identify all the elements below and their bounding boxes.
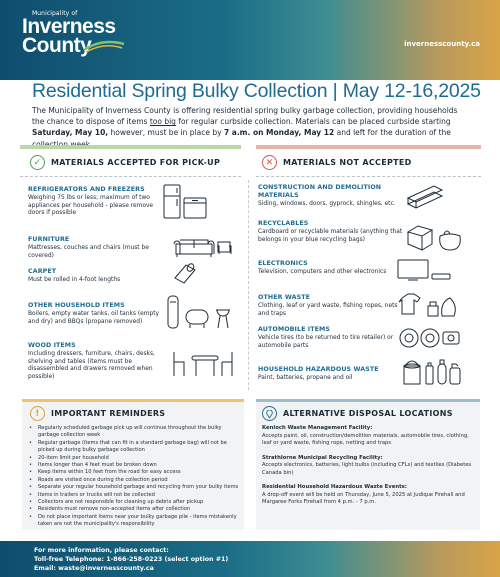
tv-icon — [396, 258, 452, 282]
footer-email[interactable]: Email: waste@invernesscounty.ca — [34, 565, 154, 572]
not-accepted-item-recyclables: RECYCLABLES Cardboard or recyclable materials (anything that belongs in your blue recycling bags) — [258, 220, 403, 243]
fridge-icon — [160, 184, 210, 220]
intro-paragraph: The Municipality of Inverness County is offering residential spring bulky garbage collection, providing households the chance to dispose of items too big for regular curbside collection. Materials can be placed curbside starting Saturday, May 10, however, must be in place by 7 a.m. on Monday, May 12 and left for the duration of the — [32, 106, 458, 138]
footer-contact-heading: For more information, please contact: — [34, 547, 169, 554]
reminder-item: • Collectors are not responsible for cleaning up debris after pickup — [24, 499, 240, 506]
tires-icon — [398, 326, 462, 350]
alt-location-kenloch: Kenloch Waste Management Facility: Accepts paint, oil, construction/demolition materials, automobile tires, clothing, leaf or yard waste, fishing rope, netting and traps — [262, 425, 469, 446]
reminder-item: • Residents must remove non-accepted items after collection — [24, 506, 240, 513]
municipality-logo[interactable] — [22, 10, 116, 55]
lumber-icon — [406, 184, 446, 212]
alternative-heading: ALTERNATIVE DISPOSAL LOCATIONS — [262, 406, 453, 421]
accepted-item-household: OTHER HOUSEHOLD ITEMS Boilers, empty water tanks, oil tanks (empty and dry) and BBQs (propane removed) — [28, 302, 160, 325]
checkmark-icon: ✓ — [30, 155, 45, 170]
reminder-item: • Do not place important items near your bulky garbage pile - items mistakenly taken are not the municipality's responsibility — [24, 514, 240, 529]
footer-phone[interactable]: Toll-free Telephone: 1-866-258-0223 (select option #1) — [34, 556, 229, 563]
reminder-item: • Regularly scheduled garbage pick up will continue throughout the bulky garbage collection week — [24, 425, 240, 440]
reminder-item: • Keep items within 10 feet from the road for easy access — [24, 469, 240, 476]
accepted-item-carpet: CARPET Must be rolled in 4-foot lengths — [28, 268, 121, 283]
not-accepted-divider — [256, 176, 481, 177]
website-link[interactable]: invernesscounty.ca — [404, 40, 480, 48]
alternative-locations — [262, 425, 474, 507]
not-accepted-item-hazardous: HOUSEHOLD HAZARDOUS WASTE Paint, batteries, propane and oil — [258, 366, 379, 381]
logo-line-1: Inverness — [22, 15, 116, 38]
logo-swoosh-icon — [82, 40, 126, 54]
not-accepted-item-construction: CONSTRUCTION AND DEMOLITION MATERIALS Siding, windows, doors, gyprock, shingles, etc. — [258, 184, 396, 207]
accepted-divider — [20, 176, 241, 177]
table-icon — [170, 348, 236, 378]
reminders-heading: ! IMPORTANT REMINDERS — [30, 406, 165, 421]
alt-location-hazardous-events: Residential Household Hazardous Waste Events: A drop-off event will be held on Thursday, June 5, 2025 at Judique Firehall and Margaree Forks Firehall from 4 p.m. - 7 p.m. — [262, 484, 465, 505]
reminder-item: • 20-item limit per household — [24, 455, 240, 462]
exclamation-icon: ! — [30, 406, 45, 421]
clothing-icon — [396, 292, 460, 318]
accepted-item-wood: WOOD ITEMS Including dressers, furniture, chairs, desks, shelving and tables (items must be disassembled and drawers removed when possible) — [28, 342, 155, 380]
not-accepted-heading: ✕ MATERIALS NOT ACCEPTED — [262, 155, 412, 170]
not-accepted-item-electronics: ELECTRONICS Television, computers and other electronics — [258, 260, 387, 275]
alt-location-strathlorne: Strathlorne Municipal Recycling Facility: Accepts electronics, batteries, light bulbs (including CFLs) and textiles (Diabetes Canada bin) — [262, 454, 472, 476]
logo-small-text: Municipality of — [32, 10, 78, 17]
accepted-item-refrigerators: REFRIGERATORS AND FREEZERS Weighing 75 lbs or less; maximum of two appliances per household - please remove doors if possible — [28, 186, 154, 216]
accepted-item-furniture: FURNITURE Mattresses, couches and chairs (must be covered) — [28, 236, 149, 259]
not-accepted-item-other-waste: OTHER WASTE Clothing, leaf or yard waste, fishing ropes, nets and traps — [258, 294, 398, 317]
not-accepted-item-automobile: AUTOMOBILE ITEMS Vehicle tires (to be returned to tire retailer) or automobile parts — [258, 326, 394, 349]
reminders-list — [24, 425, 240, 529]
reminder-item: • Roads are visited once during the collection period — [24, 477, 240, 484]
reminders-bar — [22, 399, 244, 402]
logo-line-2: County — [22, 34, 92, 57]
not-accepted-bar — [256, 145, 481, 149]
page-title: Residential Spring Bulky Collection | May 12-16,2025 — [32, 80, 481, 102]
column-divider — [248, 180, 249, 390]
recycling-icon — [406, 222, 466, 252]
reminder-item: • Items in trailers or trucks will not be collected — [24, 492, 240, 499]
header-banner — [0, 0, 500, 80]
reminder-item: • Separate your regular household garbage and recycling from your bulky items — [24, 484, 240, 491]
accepted-bar — [20, 145, 241, 149]
x-mark-icon: ✕ — [262, 155, 277, 170]
couch-icon — [172, 234, 234, 258]
reminder-item: • Items longer than 4 feet must be broken down — [24, 462, 240, 469]
map-pin-icon — [262, 406, 277, 421]
footer-banner — [0, 541, 500, 577]
reminder-item: • Regular garbage (items that can fit in a standard garbage bag) will not be picked up during bulky garbage collection — [24, 440, 240, 455]
tank-icon — [164, 294, 234, 330]
paint-icon — [400, 358, 462, 386]
alternative-bar — [256, 399, 480, 402]
carpet-icon — [172, 262, 198, 284]
accepted-heading: ✓ MATERIALS ACCEPTED FOR PICK-UP — [30, 155, 220, 170]
